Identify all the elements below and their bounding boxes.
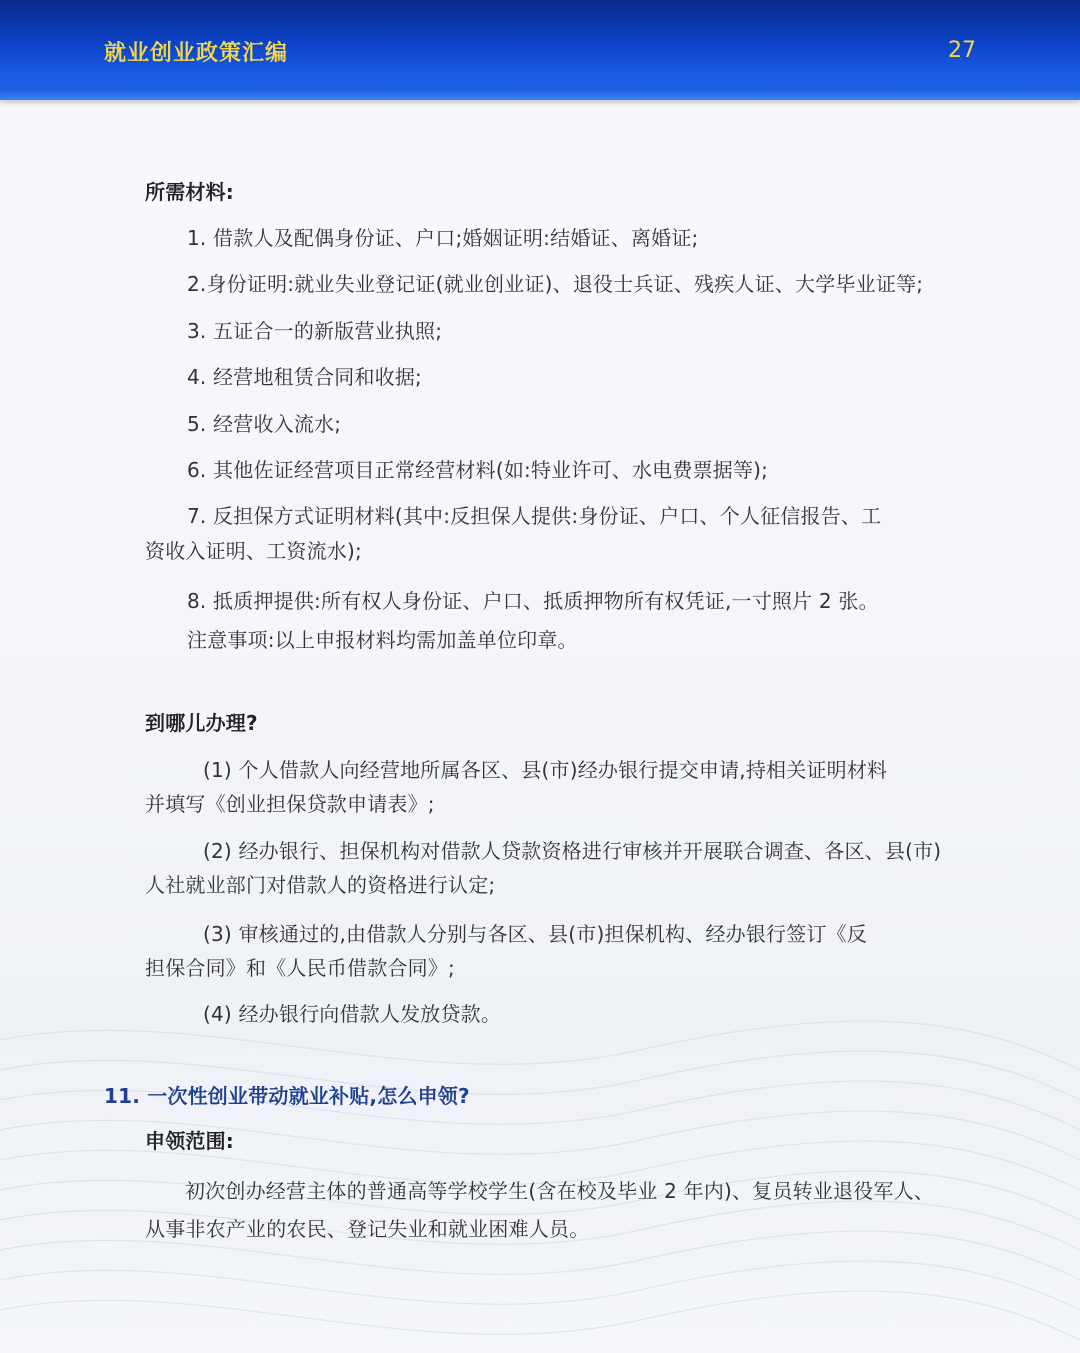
- material-item: 1. 借款人及配偶身份证、户口;婚姻证明:结婚证、离婚证;: [187, 226, 699, 250]
- where-step-continued: 人社就业部门对借款人的资格进行认定;: [145, 873, 496, 897]
- material-item: 6. 其他佐证经营项目正常经营材料(如:特业许可、水电费票据等);: [187, 458, 769, 482]
- where-step: (4) 经办银行向借款人发放贷款。: [203, 1002, 502, 1026]
- material-item: 2.身份证明:就业失业登记证(就业创业证)、退役士兵证、残疾人证、大学毕业证等;: [187, 272, 924, 296]
- where-step: (3) 审核通过的,由借款人分别与各区、县(市)担保机构、经办银行签订《反: [203, 922, 868, 946]
- materials-heading: 所需材料:: [145, 180, 234, 204]
- material-item: 3. 五证合一的新版营业执照;: [187, 319, 443, 343]
- where-step-continued: 担保合同》和《人民币借款合同》;: [145, 956, 455, 980]
- material-item: 5. 经营收入流水;: [187, 412, 342, 436]
- material-item: 8. 抵质押提供:所有权人身份证、户口、抵质押物所有权凭证,一寸照片 2 张。: [187, 589, 879, 613]
- where-heading: 到哪儿办理?: [145, 711, 258, 735]
- material-item: 4. 经营地租赁合同和收据;: [187, 365, 422, 389]
- scope-text: 初次创办经营主体的普通高等学校学生(含在校及毕业 2 年内)、复员转业退役军人、: [185, 1179, 935, 1203]
- section-11-title: 11. 一次性创业带动就业补贴,怎么申领?: [104, 1084, 470, 1108]
- where-step: (1) 个人借款人向经营地所属各区、县(市)经办银行提交申请,持相关证明材料: [203, 758, 888, 782]
- scope-text-continued: 从事非农产业的农民、登记失业和就业困难人员。: [145, 1217, 590, 1241]
- scope-heading: 申领范围:: [145, 1129, 234, 1153]
- where-step: (2) 经办银行、担保机构对借款人贷款资格进行审核并开展联合调查、各区、县(市): [203, 839, 942, 863]
- document-title: 就业创业政策汇编: [104, 41, 289, 66]
- material-item: 7. 反担保方式证明材料(其中:反担保人提供:身份证、户口、个人征信报告、工: [187, 504, 882, 528]
- where-step-continued: 并填写《创业担保贷款申请表》;: [145, 792, 435, 816]
- materials-note: 注意事项:以上申报材料均需加盖单位印章。: [187, 628, 578, 652]
- material-item-continued: 资收入证明、工资流水);: [145, 539, 362, 563]
- page-number: 27: [948, 38, 976, 63]
